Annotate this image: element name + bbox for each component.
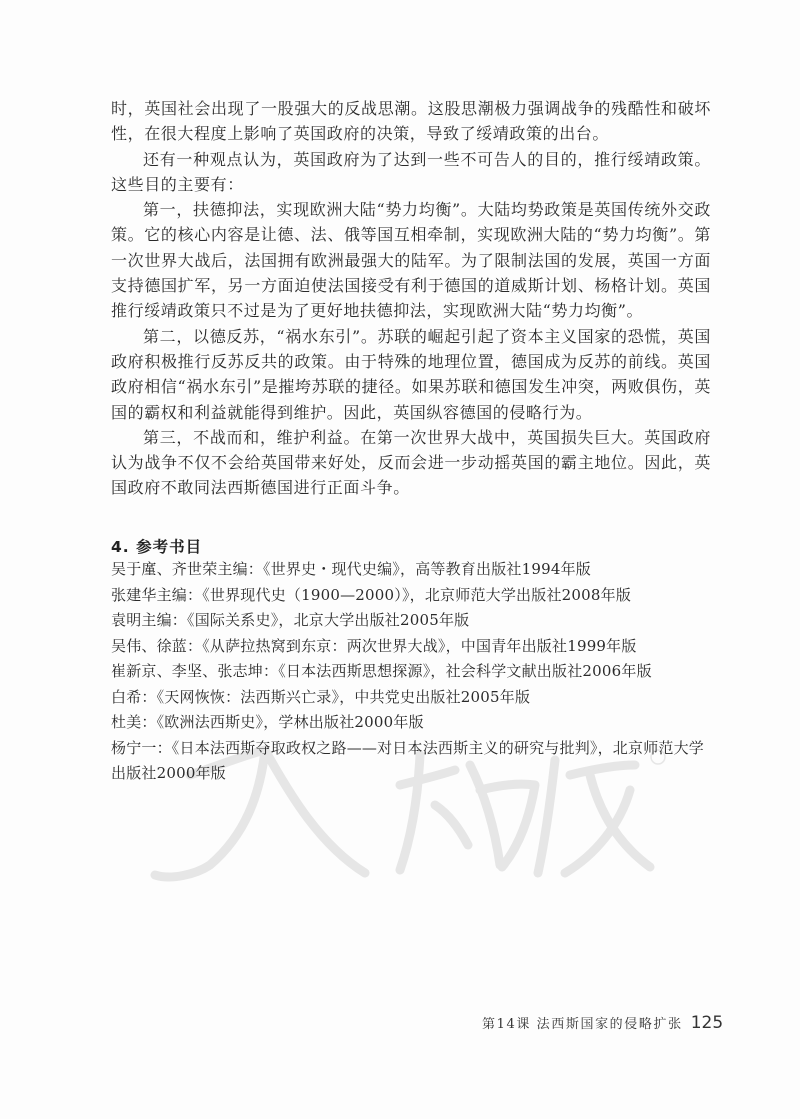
reference-list [111, 557, 716, 787]
paragraph-2: 还有一种观点认为，英国政府为了达到一些不可告人的目的，推行绥靖政策。这些目的主要有： [111, 149, 711, 194]
page-footer [482, 1013, 723, 1039]
paragraph-1: 时，英国社会出现了一股强大的反战思潮。这股思潮极力强调战争的残酷性和破坏性，在很大程度上影响了英国政府的决策，导致了绥靖政策的出台。 [111, 99, 711, 144]
paragraph-3: 第一，扶德抑法，实现欧洲大陆“势力均衡”。大陆均势政策是英国传统外交政策。它的核心内容是让德、法、俄等国互相牵制，实现欧洲大陆的“势力均衡”。第一次世界大战后，法国拥有欧洲最强大的陆军。为了限制法国的发展，英国一方面支持德国扩军，另一方面迫使法国接受有利于德国的道威斯计划、杨格计划。英国推行绥靖政策只不过是为了更好地扶德抑法，实现欧洲大陆“势力均衡”。 [111, 200, 711, 321]
paragraph-4: 第二，以德反苏，“祸水东引”。苏联的崛起引起了资本主义国家的恐慌，英国政府积极推行反苏反共的政策。由于特殊的地理位置，德国成为反苏的前线。英国政府相信“祸水东引”是摧垮苏联的捷径。如果苏联和德国发生冲突，两败俱伤，英国的霸权和利益就能得到维护。因此，英国纵容德国的侵略行为。 [111, 326, 711, 422]
reference-item: 吴于廑、齐世荣主编：《世界史・现代史编》，高等教育出版社1994年版 [111, 560, 591, 578]
reference-item: 袁明主编：《国际关系史》，北京大学出版社2005年版 [111, 611, 470, 629]
reference-item: 白希：《天网恢恢：法西斯兴亡录》，中共党史出版社2005年版 [111, 687, 531, 706]
reference-item: 崔新京、李坚、张志坤：《日本法西斯思想探源》，社会科学文献出版社2006年版 [111, 662, 652, 680]
reference-item: 张建华主编：《世界现代史（1900—2000）》，北京师范大学出版社2008年版 [111, 585, 632, 604]
footer-lesson-title: 第14课 法西斯国家的侵略扩张 [482, 1017, 683, 1032]
page-number: 125 [690, 1013, 724, 1033]
reference-item: 杨宁一：《日本法西斯夺取政权之路——对日本法西斯主义的研究与批判》，北京师范大学出版社2000年版 [111, 738, 705, 782]
reference-item: 杜美：《欧洲法西斯史》，学林出版社2000年版 [111, 713, 424, 731]
reference-item: 吴伟、徐蓝：《从萨拉热窝到东京：两次世界大战》，中国青年出版社1999年版 [111, 636, 637, 655]
paragraph-5: 第三，不战而和，维护利益。在第一次世界大战中，英国损失巨大。英国政府认为战争不仅不会给英国带来好处，反而会进一步动摇英国的霸主地位。因此，英国政府不敢同法西斯德国进行正面斗争。 [111, 427, 711, 498]
body-text [111, 96, 711, 501]
references-heading: 4. 参考书目 [111, 538, 203, 556]
